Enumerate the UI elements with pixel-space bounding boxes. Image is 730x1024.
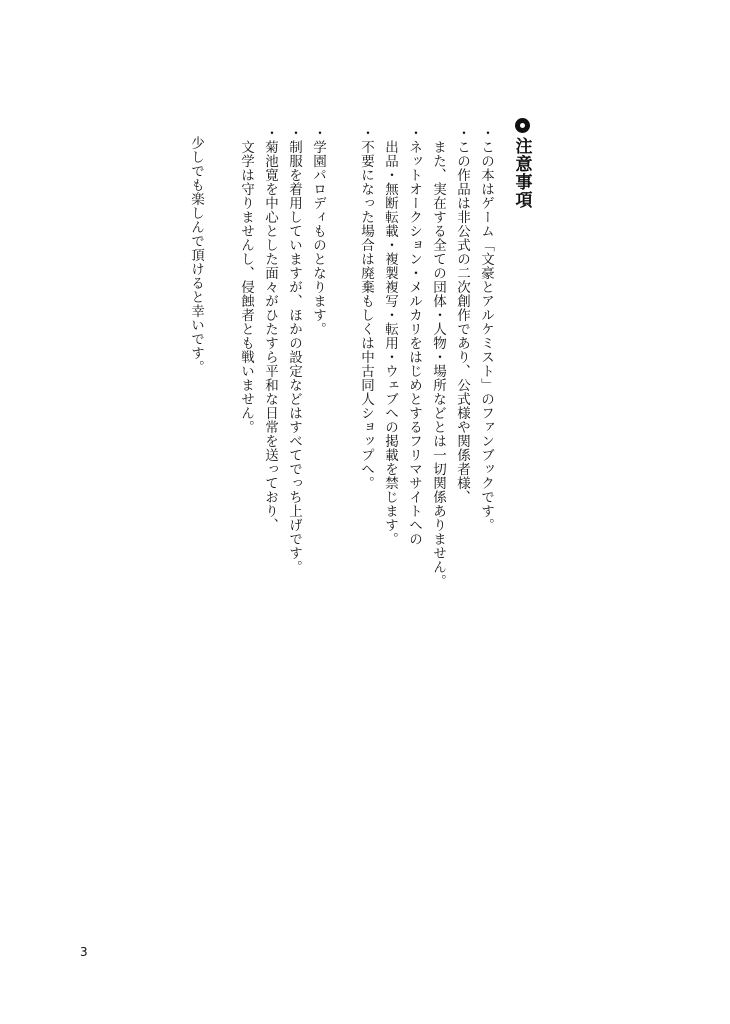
notice-line: 出品・無断転載・複製複写・転用・ウェブへの掲載を禁じます。: [382, 126, 398, 546]
notice-block-general: [354, 126, 498, 588]
notice-line: ・菊池寛を中心とした面々がひたすら平和な日常を送っており、: [262, 126, 278, 532]
closing-line: 少しでも楽しんで頂けると幸いです。: [188, 136, 204, 374]
notice-line: 文学は守りませんし、侵蝕者とも戦いません。: [238, 126, 254, 434]
notice-line: ・この本はゲーム「文豪とアルケミスト」のファンブックです。: [478, 126, 494, 532]
notice-line: ・この作品は非公式の二次創作であり、公式様や関係者様、: [454, 126, 470, 504]
notice-heading: [510, 118, 534, 209]
notice-line: ・ネットオークション・メルカリをはじめとするフリマサイトへの: [406, 126, 422, 546]
notice-block-content: [234, 126, 330, 586]
notice-line: また、実在する全ての団体・人物・場所などとは一切関係ありません。: [430, 126, 446, 588]
notice-heading-title: 注意事項: [511, 137, 532, 209]
page-number: 3: [80, 945, 88, 959]
notice-line: ・不要になった場合は廃棄もしくは中古同人ショップへ。: [358, 126, 374, 490]
notice-line: ・学園パロディものとなります。: [310, 126, 326, 336]
circle-bullet-icon: [515, 118, 530, 133]
notice-line: ・制服を着用していますが、ほかの設定などはすべてでっち上げです。: [286, 126, 302, 574]
closing-message: [184, 136, 208, 386]
